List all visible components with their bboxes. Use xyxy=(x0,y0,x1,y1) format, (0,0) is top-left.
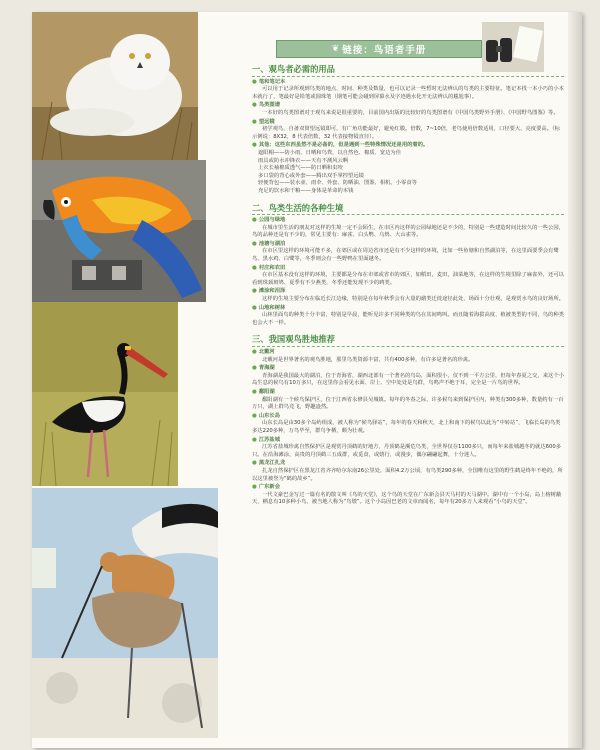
subsection-heading xyxy=(252,460,564,468)
bullet-icon: ● xyxy=(252,460,257,467)
subsection-label: 广东新会 xyxy=(258,484,281,491)
subsection-label: 笔和笔记本 xyxy=(258,78,286,85)
bullet-icon: ● xyxy=(252,142,257,149)
subsection-heading xyxy=(252,437,564,445)
bullet-icon: ● xyxy=(252,304,257,311)
subsection-label: 鸟类图谱 xyxy=(258,102,281,109)
book-page xyxy=(32,12,582,748)
paragraph: 鄱阳湖有一个候鸟保护区，位于江西省永修县吴城镇。每年的冬春之际，许多候鸟来到保护区内，种类有300多种，数量约有一百万只，湖上群鸟竞飞，野趣盎然。 xyxy=(252,396,564,411)
section-spacer xyxy=(252,507,564,512)
subsection-label: 鄱阳湖 xyxy=(258,388,275,395)
subsection-heading xyxy=(252,217,564,225)
saddle-billed-stork-photo xyxy=(32,302,178,486)
section-spacer xyxy=(252,196,564,201)
subsection-label: 望远镜 xyxy=(258,118,275,125)
bullet-icon: ● xyxy=(252,412,257,419)
paragraph: 青海湖是我国最大的湖泊，位于青海省，湖西北部有一个著名的鸟岛，面积很小，仅不到一平方公里，但每年春夏之交，来这个小岛生息的候鸟有10万多只，在这里你会看见水面、岸上、空中处处是鸟群，鸟鸣声不绝于耳，完全是一片鸟的世界。 xyxy=(252,372,564,387)
paragraph: 在市区基本没有这样的环境，主要都是分布在市郊或省市的郊区，如稻田，麦田，油菜地等，在这样的生境里除了麻雀外，还可以看到珠颈斑鸠、夏季有不少燕类，冬季还能发现不少的鹀类。 xyxy=(252,272,564,286)
subsection-label: 公园与绿地 xyxy=(258,217,286,224)
section-spacer xyxy=(252,327,564,332)
subsection-label: 滩涂和沼泽 xyxy=(258,288,286,295)
bullet-icon: ● xyxy=(252,288,257,295)
subsection-heading xyxy=(252,102,564,110)
paragraph: 在市区里这样的环境可能不多，在郊区或在周边省市还是有不少这样的环境，比如一些鱼塘和自然湖泊等，在这里面要季会有鹭鸟、黑水鸡、白鹭等，冬季则会有一些野鸭在里面越冬。 xyxy=(252,248,559,263)
subsection-label: 黑龙江扎龙 xyxy=(258,460,286,467)
article-body xyxy=(252,62,564,512)
list-item: 轻便背包——装水壶、雨伞、外套、防晒油、图鉴、相机、小零食等 xyxy=(258,180,417,187)
subsection-label: 青海湖 xyxy=(258,365,275,372)
section-title: 三、我国观鸟胜地推荐 xyxy=(252,336,564,347)
paragraph: 这样的生境主要分布在临近长江边缘，特别是在每年秋季会有大量的鹬类迁徙途径此处，场面十分壮观，是观赏水鸟的良好场所。 xyxy=(262,296,564,303)
paragraph: 山林里面鸟的种类十分丰富，特别是早晨，能听见许多不同种类的鸟在其间鸣叫。而且随着海拔高度、植被类型的不同，鸟的种类也会大不一样。 xyxy=(252,312,564,326)
page-title: 链接：鸟语者手册 xyxy=(342,45,427,56)
bullet-icon: ● xyxy=(252,436,257,443)
bullet-icon: ● xyxy=(252,388,257,395)
section-title: 一、观鸟者必需的用品 xyxy=(252,66,564,77)
subsection-heading xyxy=(252,484,564,492)
subsection-label: 池塘与湖泊 xyxy=(258,240,286,247)
list-item: 充足的饮水和干粮——身体是革命的本钱 xyxy=(258,187,354,194)
bullet-icon: ● xyxy=(252,264,257,271)
page-spine xyxy=(568,12,582,748)
list-item: 上衣长袖棉质透气——防日晒和虫咬 xyxy=(258,165,343,172)
subsection-heading xyxy=(252,389,564,397)
section-title: 二、鸟类生活的各种生境 xyxy=(252,205,564,216)
subsection-label: 北戴河 xyxy=(258,349,275,355)
subsection-heading xyxy=(252,142,564,150)
paragraph: 在城市里生活的朋友对这样的生境一定不会陌生，在市区内这样的公园绿地还是不少的，特别是一些建造时间比较久的一些公园，鸟的品种还是有不少的，常见主要有：麻雀、白头鹎、乌鸫、大山雀等。 xyxy=(252,224,564,239)
list-item: 遮阳帽——防小雨、日晒和鸟粪，以自然色、棉质、宽边为佳 xyxy=(258,149,402,156)
subsection-label: 山地和树林 xyxy=(258,304,286,311)
bullet-icon: ● xyxy=(252,240,257,247)
snowy-owl-photo xyxy=(32,12,198,160)
paragraph: 一本好的鸟类图谱对于观鸟来说是很重要的，目前国内出版的比较好的鸟类图谱有《中国鸟类野外手册》、《中国野鸟图鉴》等。 xyxy=(262,109,559,116)
subsection-label: 山东长岛 xyxy=(258,412,281,419)
subsection-heading xyxy=(252,365,564,373)
bullet-icon: ● xyxy=(252,365,257,372)
subsection-label: 江苏盐城 xyxy=(258,436,281,443)
list-item: 多口袋的背心或外套——腾出双手掌控望远镜 xyxy=(258,172,364,179)
avocet-godwit-photo xyxy=(32,488,218,738)
paragraph: 江苏省盐城珍禽自然保护区是观赏丹顶鹤的好地方，丹顶鹤是濒危鸟类，全世界仅存1100多只，而每年来盐城越冬的就达600多只。在沿海滩涂，高贵的丹顶鹤三五成群，或觅食，或嬉行，或漫步，偶尔翩翩起舞，十分迷人。 xyxy=(252,444,562,458)
list-item: 雨具或防水冲锋衣——天有不测风云啊 xyxy=(258,157,349,164)
paragraph: 扎龙自然保护区在黑龙江省齐齐哈尔东南26公里处，面积4.2万公顷，有鸟类290多种，全国唯有这里的野生鹤是终年不绝的，所以这里被誉为“鹤的故乡”。 xyxy=(252,467,563,482)
bullet-icon: ● xyxy=(252,349,257,355)
leaf-icon: ❦ xyxy=(331,44,340,54)
subsection-label: 村庄和农田 xyxy=(258,264,286,271)
subsection-heading xyxy=(252,288,564,296)
subsection-heading xyxy=(252,349,564,357)
paragraph: 初学观鸟，自备双筒望远镜即可，有广角功能最好，避免红膜。倍数，7~10倍，老鸟使用倍数适用，口径要大，亮度要高。（标示例说：8X32，8 代表倍数，32 代表接物镜直径）。 xyxy=(252,126,560,140)
bullet-icon: ● xyxy=(252,102,257,109)
bullet-icon: ● xyxy=(252,78,257,85)
header-bar xyxy=(276,40,482,58)
paragraph: 可以用于记录所观到鸟类的地点、时间、种类及数量，也可以记录一些暂时无法辨认的鸟类的主要特征。笔记本找一本小巧的小本本就行了，笔最好是铅笔或圆珠笔（钢笔可能会碰到屏幕水及字迹遇水化开无法辨认的尴尬事）。 xyxy=(252,86,564,100)
bullet-icon: ● xyxy=(252,217,257,224)
bullet-icon: ● xyxy=(252,484,257,491)
subsection-label: 其他：这些东西虽然不是必备的，但是遇到一些特殊情况还是用的着的。 xyxy=(258,142,429,149)
paragraph: 北戴河是世界著名的观鸟胜地，那里鸟类资源丰富，共有400多种，有许多是著名的珍禽。 xyxy=(262,356,474,363)
paragraph: 一代文豪巴金写过一篇有名的散文叫《鸟的天堂》，这个鸟的天堂在广东新会县天马村的天马湖中。湖中有一个小岛，岛上榕树蔽天，栖息有10多种小鸟，被当地人称为“鸟墩”。这个小岛因巴老的文章而闻名，每年有20多万人来观看“小鸟的天堂”。 xyxy=(252,491,562,506)
macaw-photo xyxy=(32,160,206,302)
paragraph: 山东长岛是由30多个岛屿组成，被人称为“候鸟驿站”，每年的春天和秋天，北上和南下的候鸟以此为“中转站”，飞临长岛的鸟类多达220多种，万鸟毕至，群鸟争栖，颇为壮观。 xyxy=(252,420,561,434)
bullet-icon: ● xyxy=(252,118,257,125)
